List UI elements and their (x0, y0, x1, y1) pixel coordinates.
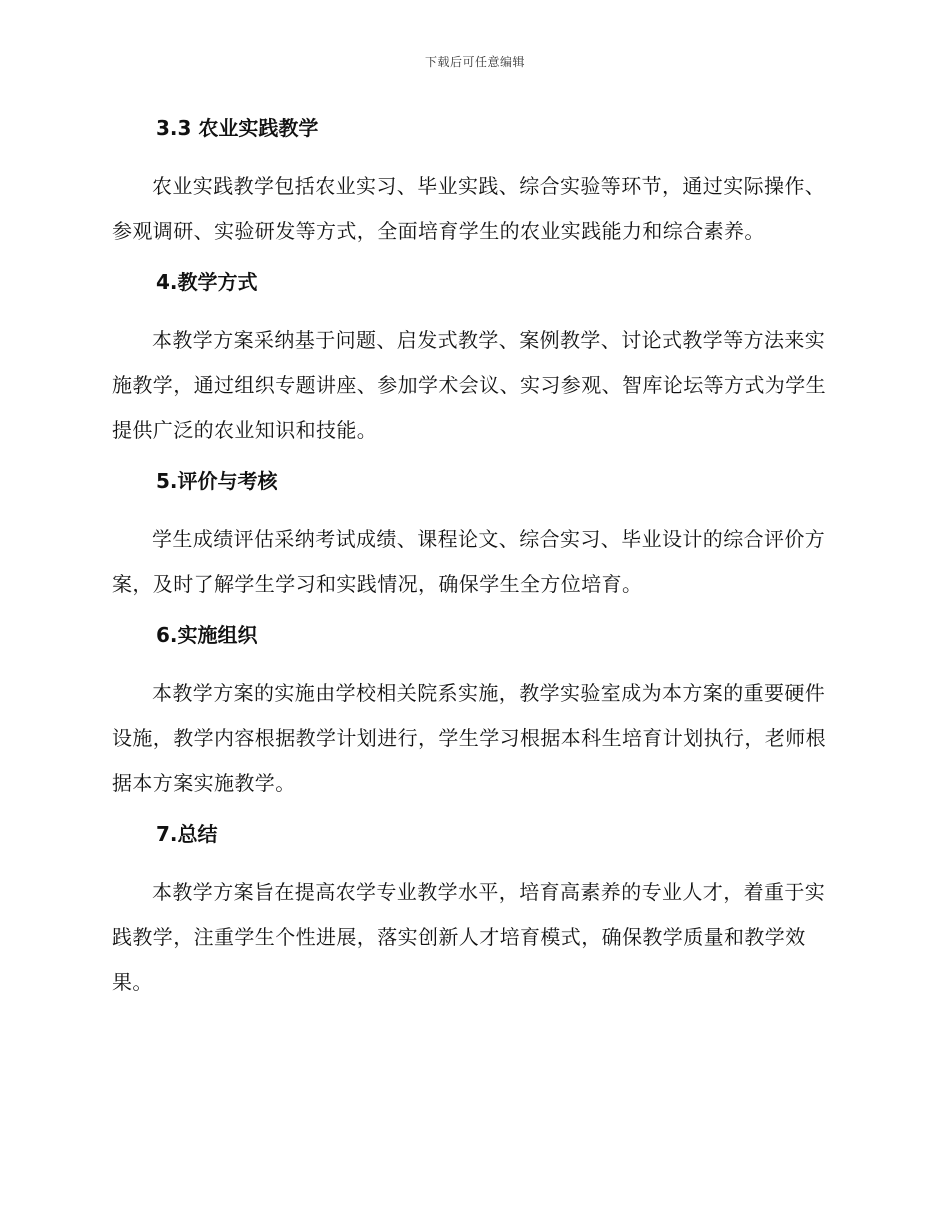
page-header-note: 下载后可任意编辑 (424, 55, 525, 69)
section-heading: 3.3 农业实践教学 (156, 116, 319, 140)
document-body (112, 112, 832, 1005)
section-6 (112, 619, 832, 818)
section-paragraph: 本教学方案旨在提高农学专业教学水平，培育高素养的专业人才，着重于实践教学，注重学生个性进展，落实创新人才培育模式，确保教学质量和教学效果。 (112, 880, 826, 994)
section-3-3 (112, 112, 832, 266)
section-paragraph: 本教学方案采纳基于问题、启发式教学、案例教学、讨论式教学等方法来实施教学，通过组织专题讲座、参加学术会议、实习参观、智库论坛等方式为学生提供广泛的农业知识和技能。 (112, 328, 826, 442)
section-heading: 5.评价与考核 (156, 469, 278, 493)
section-4 (112, 266, 832, 465)
section-7 (112, 818, 832, 1005)
section-heading: 6.实施组织 (156, 623, 258, 647)
section-paragraph: 本教学方案的实施由学校相关院系实施，教学实验室成为本方案的重要硬件设施，教学内容根据教学计划进行，学生学习根据本科生培育计划执行，老师根据本方案实施教学。 (112, 681, 826, 795)
section-paragraph: 学生成绩评估采纳考试成绩、课程论文、综合实习、毕业设计的综合评价方案，及时了解学生学习和实践情况，确保学生全方位培育。 (112, 527, 826, 596)
section-paragraph: 农业实践教学包括农业实习、毕业实践、综合实验等环节，通过实际操作、参观调研、实验研发等方式，全面培育学生的农业实践能力和综合素养。 (112, 174, 826, 243)
section-heading: 4.教学方式 (156, 270, 258, 294)
section-heading: 7.总结 (156, 822, 218, 846)
section-5 (112, 465, 832, 619)
